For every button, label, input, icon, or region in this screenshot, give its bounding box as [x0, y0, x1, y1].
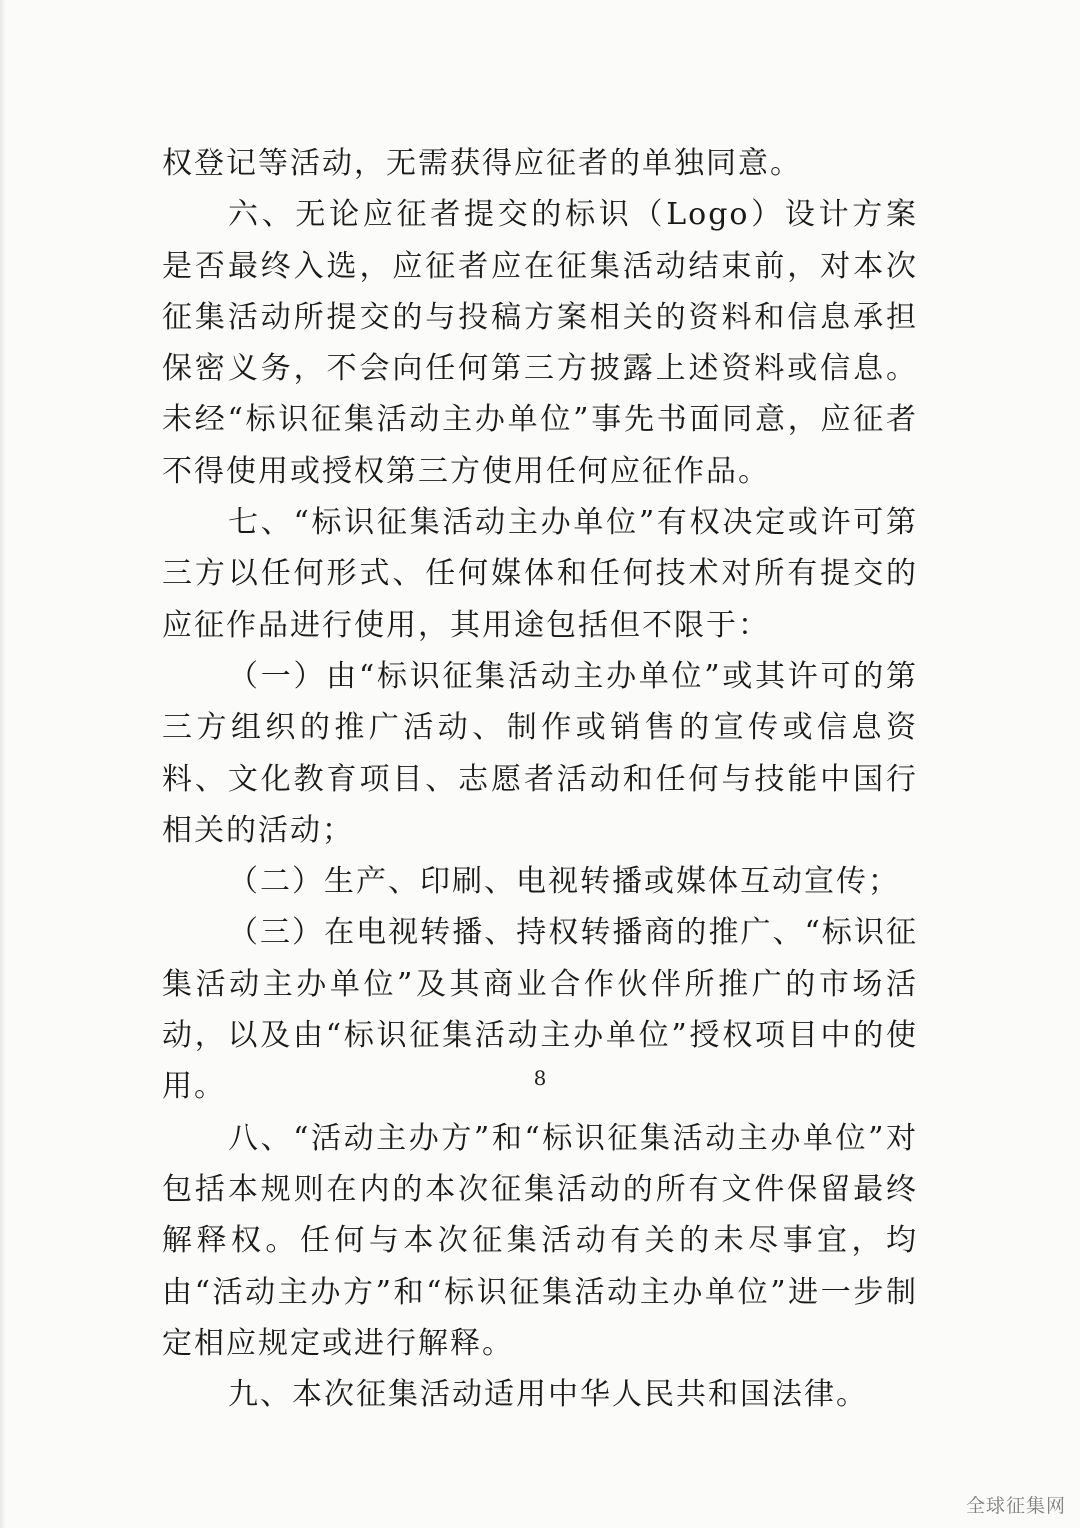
- site-watermark: 全球征集网: [965, 1495, 1066, 1517]
- paragraph-clause-6: 六、无论应征者提交的标识（Logo）设计方案是否最终入选，应征者应在征集活动结束前，对本次征集活动所提交的与投稿方案相关的资料和信息承担保密义务，不会向任何第三方披露上述资料或信息。未经“标识征集活动主办单位”事先书面同意，应征者不得使用或授权第三方使用任何应征作品。: [162, 197, 918, 489]
- paragraph-continuation: 权登记等活动，无需获得应征者的单独同意。: [162, 146, 802, 181]
- page-number: 8: [533, 1066, 547, 1090]
- body-text: [162, 138, 918, 1420]
- paragraph-clause-7: 七、“标识征集活动主办单位”有权决定或许可第三方以任何形式、任何媒体和任何技术对所有提交的应征作品进行使用，其用途包括但不限于：: [162, 505, 918, 643]
- paragraph-clause-9: 九、本次征集活动适用中华人民共和国法律。: [228, 1377, 868, 1413]
- paragraph-item-2: （二）生产、印刷、电视转播或媒体互动宣传；: [228, 864, 900, 900]
- paragraph-item-3: （三）在电视转播、持权转播商的推广、“标识征集活动主办单位”及其商业合作伙伴所推广的市场活动，以及由“标识征集活动主办单位”授权项目中的使用。: [162, 915, 918, 1105]
- paragraph-item-1: （一）由“标识征集活动主办单位”或其许可的第三方组织的推广活动、制作或销售的宣传或信息资料、文化教育项目、志愿者活动和任何与技能中国行相关的活动；: [162, 658, 918, 848]
- paragraph-clause-8: 八、“活动主办方”和“标识征集活动主办单位”对包括本规则在内的本次征集活动的所有文件保留最终解释权。任何与本次征集活动有关的未尽事宜，均由“活动主办方”和“标识征集活动主办单位”进一步制定相应规定或进行解释。: [162, 1120, 918, 1361]
- scan-edge: [0, 0, 6, 1528]
